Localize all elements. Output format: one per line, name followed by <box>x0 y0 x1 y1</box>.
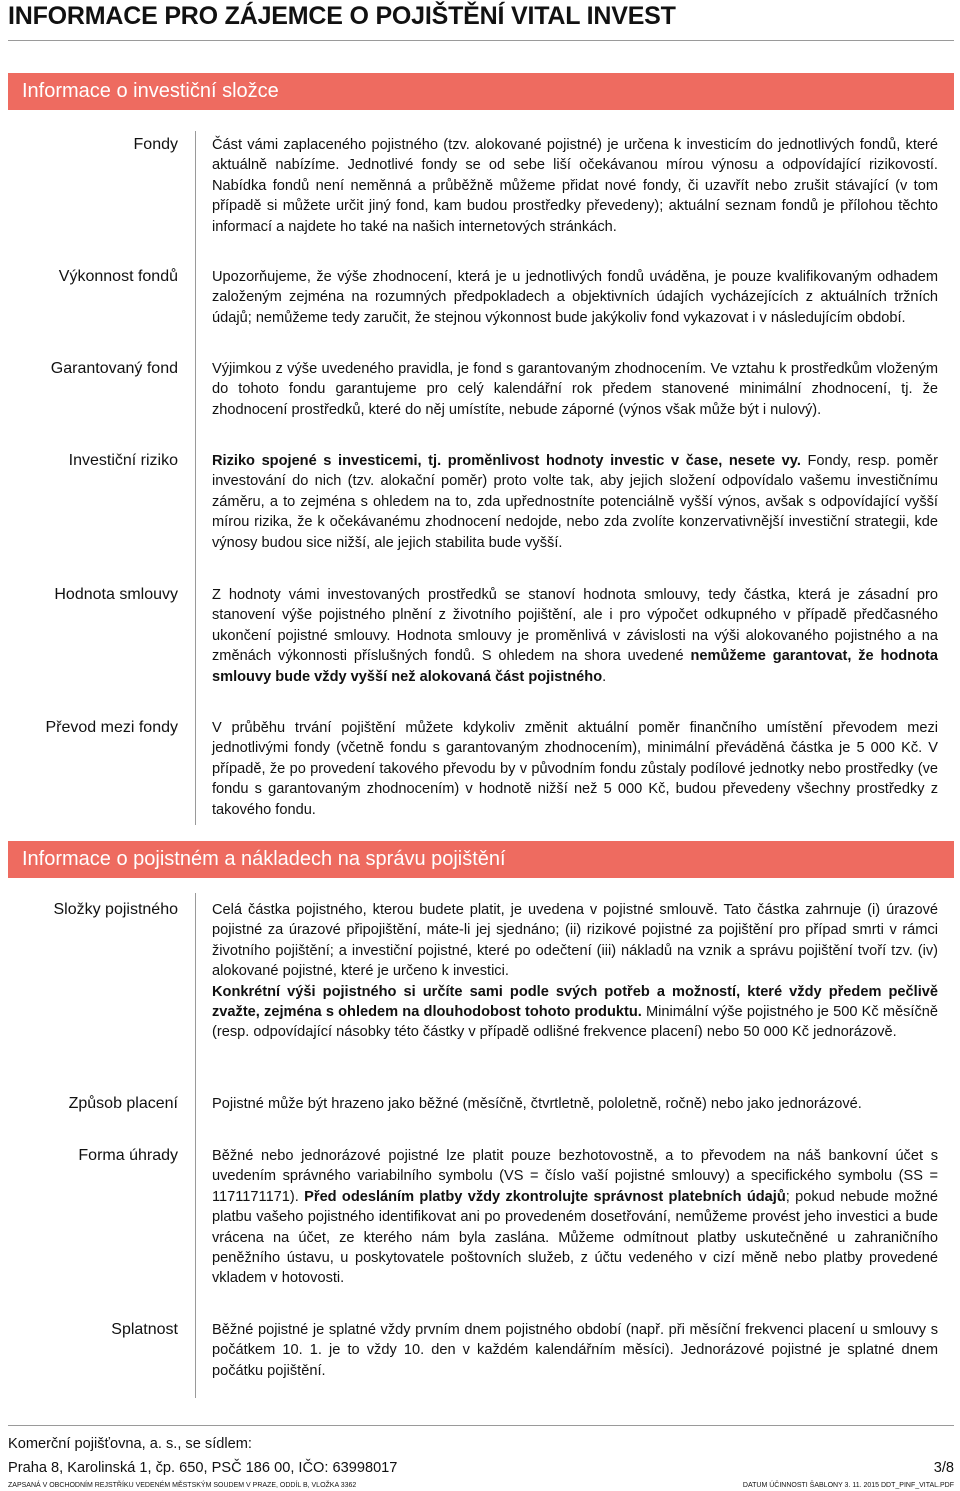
section-heading-investment: Informace o investiční složce <box>8 73 954 110</box>
bold-text: Riziko spojené s investicemi, tj. proměnlivost hodnoty investic v čase, nesete vy. <box>212 453 801 469</box>
row-label: Forma úhrady <box>78 1147 178 1164</box>
section-investment <box>8 131 954 825</box>
section-premium <box>8 893 954 1398</box>
row-text <box>212 900 938 1043</box>
footer-template-date: DATUM ÚČINNOSTI ŠABLONY 3. 11. 2015 DDT_PINF_VITAL.PDF <box>742 1482 954 1489</box>
row-text <box>212 359 938 420</box>
text-run: Výjimkou z výše uvedeného pravidla, je fond s garantovaným zhodnocením. Ve vztahu k prostředkům vloženým do tohoto fondu garantujeme pro celý kalendářní rok předem stanovené minimální zhodnocení, tj. že zhodnocení prostředků, které do něj umístíte, nebude záporné (výnos však může být i nulový). <box>212 361 938 418</box>
row-label: Fondy <box>133 136 178 153</box>
text-run: Běžné nebo jednorázové pojistné lze platit pouze bezhotovostně, a to převodem na náš bankovní účet s uvedením správného variabilního symbolu (VS = číslo vaší pojistné smlouvy) a specifického symbolu (SS = 1171171171). <box>212 1148 938 1205</box>
row-text <box>212 1320 938 1381</box>
section-heading-premium: Informace o pojistném a nákladech na správu pojištění <box>8 841 954 878</box>
text-run: Část vámi zaplaceného pojistného (tzv. alokované pojistné) je určena k investicím do jednotlivých fondů, které aktuálně nabízíme. Jednotlivé fondy se od sebe liší očekávanou mírou výnosu a odpovídající rizikovostí. Nabídka fondů není neměnná a průběžně můžeme přidat nové fondy, či uzavřít nebo zrušit stávající (v tom případě si můžete určit jiný fond, kam budou prostředky převedeny); aktuální seznam fondů je přílohou těchto informací a najdete ho také na našich internetových stránkách. <box>212 137 938 235</box>
title-divider <box>8 40 954 41</box>
text-run: Z hodnoty vámi investovaných prostředků se stanoví hodnota smlouvy, tedy částka, která je zásadní pro stanovení výše pojistného plnění z životního pojištění, ale i pro výpočet odkupného v případě předčasného ukončení pojistné smlouvy. Hodnota smlouvy je proměnlivá v závislosti na výši alokovaného pojistného a na změnách výkonnosti příslušných fondů. S ohledem na shora uvedené <box>212 587 938 665</box>
document-title: INFORMACE PRO ZÁJEMCE O POJIŠTĚNÍ VITAL INVEST <box>8 2 676 30</box>
text-run: Minimální výše pojistného je 500 Kč měsíčně (resp. odpovídající násobky této částky v případě odlišné frekvence placení) nebo 50 000 Kč jednorázově. <box>212 1004 939 1041</box>
bold-text: Konkrétní výši pojistného si určíte sami podle svých potřeb a možností, které vždy předem pečlivě zvažte, zejména s ohledem na dlouhodobost tohoto produktu. <box>212 983 938 1021</box>
text-run: Běžné pojistné je splatné vždy prvním dnem pojistného období (např. při měsíční frekvenci placení u smlouvy s počátkem 10. 1. je to vždy 10. den v každém kalendářním měsíci). Jednorázové pojistné je splatné dnem počátku pojištění. <box>212 1322 938 1379</box>
footer-divider <box>8 1425 954 1426</box>
footer-address: Praha 8, Karolinská 1, čp. 650, PSČ 186 00, IČO: 63998017 <box>8 1460 398 1476</box>
page-number: 3/8 <box>933 1460 954 1476</box>
row-label: Složky pojistného <box>53 901 178 918</box>
bold-text: nemůžeme garantovat, že hodnota smlouvy bude vždy vyšší než alokovaná část pojistného <box>212 648 938 685</box>
row-label: Převod mezi fondy <box>45 719 178 736</box>
text-run: ; pokud nebude možné platbu vašeho pojistného identifikovat ani po provedeném dosetřování, nemůžeme provést jeho investici a bude vrácena na účet, ze kterého nám byla zaslána. Můžeme odmítnout platby uskutečněné u zahraničního peněžního ústavu, u poskytovatele poštovních služeb, z účtu vedeného v cizí měně nebo platby provedené vkladem v hotovosti. <box>212 1188 938 1287</box>
row-text <box>212 1146 938 1289</box>
footer-company: Komerční pojišťovna, a. s., se sídlem: <box>8 1436 252 1452</box>
text-run: Pojistné může být hrazeno jako běžné (měsíčně, čtvrtletně, pololetně, ročně) nebo jako jednorázové. <box>212 1096 862 1112</box>
row-text <box>212 135 938 237</box>
row-label: Způsob placení <box>68 1095 178 1112</box>
row-text <box>212 451 938 553</box>
row-label: Hodnota smlouvy <box>54 586 178 603</box>
row-text <box>212 718 938 820</box>
row-label: Výkonnost fondů <box>58 268 178 285</box>
text-run: Upozorňujeme, že výše zhodnocení, která je u jednotlivých fondů uváděna, je pouze kvalifikovaným odhadem založeným zejména na rozumných předpokladech a objektivních údajích vycházejících z aktuálních tržních údajů; nemůžeme tedy zaručit, že stejnou výkonnost bude jakýkoliv fond vykazovat i v následujícím období. <box>212 269 938 326</box>
column-divider <box>195 893 196 1398</box>
row-text <box>212 585 938 687</box>
row-label: Garantovaný fond <box>50 360 178 377</box>
row-label: Splatnost <box>111 1321 178 1338</box>
text-run: Fondy, resp. poměr investování do nich (tzv. alokační poměr) proto volte tak, aby jejich složení odpovídalo vašemu investičnímu záměru, a to zejména s ohledem na to, zda upřednostníte potenciálně vyšší výnos, avšak s odpovídající vyšší mírou rizika, že k očekávanému zhodnocení nedojde, nebo zda zvolíte konzervativnější investiční strategii, kde výnosy budou sice nižší, ale jejich stabilita bude vyšší. <box>212 453 938 551</box>
text-run: Celá částka pojistného, kterou budete platit, je uvedena v pojistné smlouvě. Tato částka zahrnuje (i) úrazové pojistné za úrazové připojištění, máte-li jej sjednáno; (ii) rizikové pojistné za pojištění pro případ smrti v rámci životního pojištění; a investiční pojistné, které po odečtení (iii) nákladů na vznik a správu pojištění tvoří tzv. (iv) alokované pojistné, které je určeno k investici. <box>212 902 938 980</box>
footer-registry: ZAPSANÁ V OBCHODNÍM REJSTŘÍKU VEDENÉM MĚSTSKÝM SOUDEM V PRAZE, ODDÍL B, VLOŽKA 3362 <box>8 1482 357 1489</box>
row-text <box>212 1094 938 1114</box>
row-text <box>212 267 938 328</box>
text-run: V průběhu trvání pojištění můžete kdykoliv změnit aktuální poměr finančního umístění převodem mezi jednotlivými fondy (včetně fondu s garantovaným zhodnocením), minimální převáděná částka je 5 000 Kč. V případě, že po provedení takového převodu by v původním fondu zůstaly podílové jednotky nebo prostředky (ve fondu s garantovaným zhodnocením) v hodnotě nižší než 5 000 Kč, budou převedeny všechny prostředky z takového fondu. <box>212 720 938 818</box>
row-label: Investiční riziko <box>68 452 178 469</box>
column-divider <box>195 131 196 825</box>
bold-text: Před odesláním platby vždy zkontrolujte správnost platebních údajů <box>304 1188 786 1205</box>
text-run: . <box>602 668 607 685</box>
